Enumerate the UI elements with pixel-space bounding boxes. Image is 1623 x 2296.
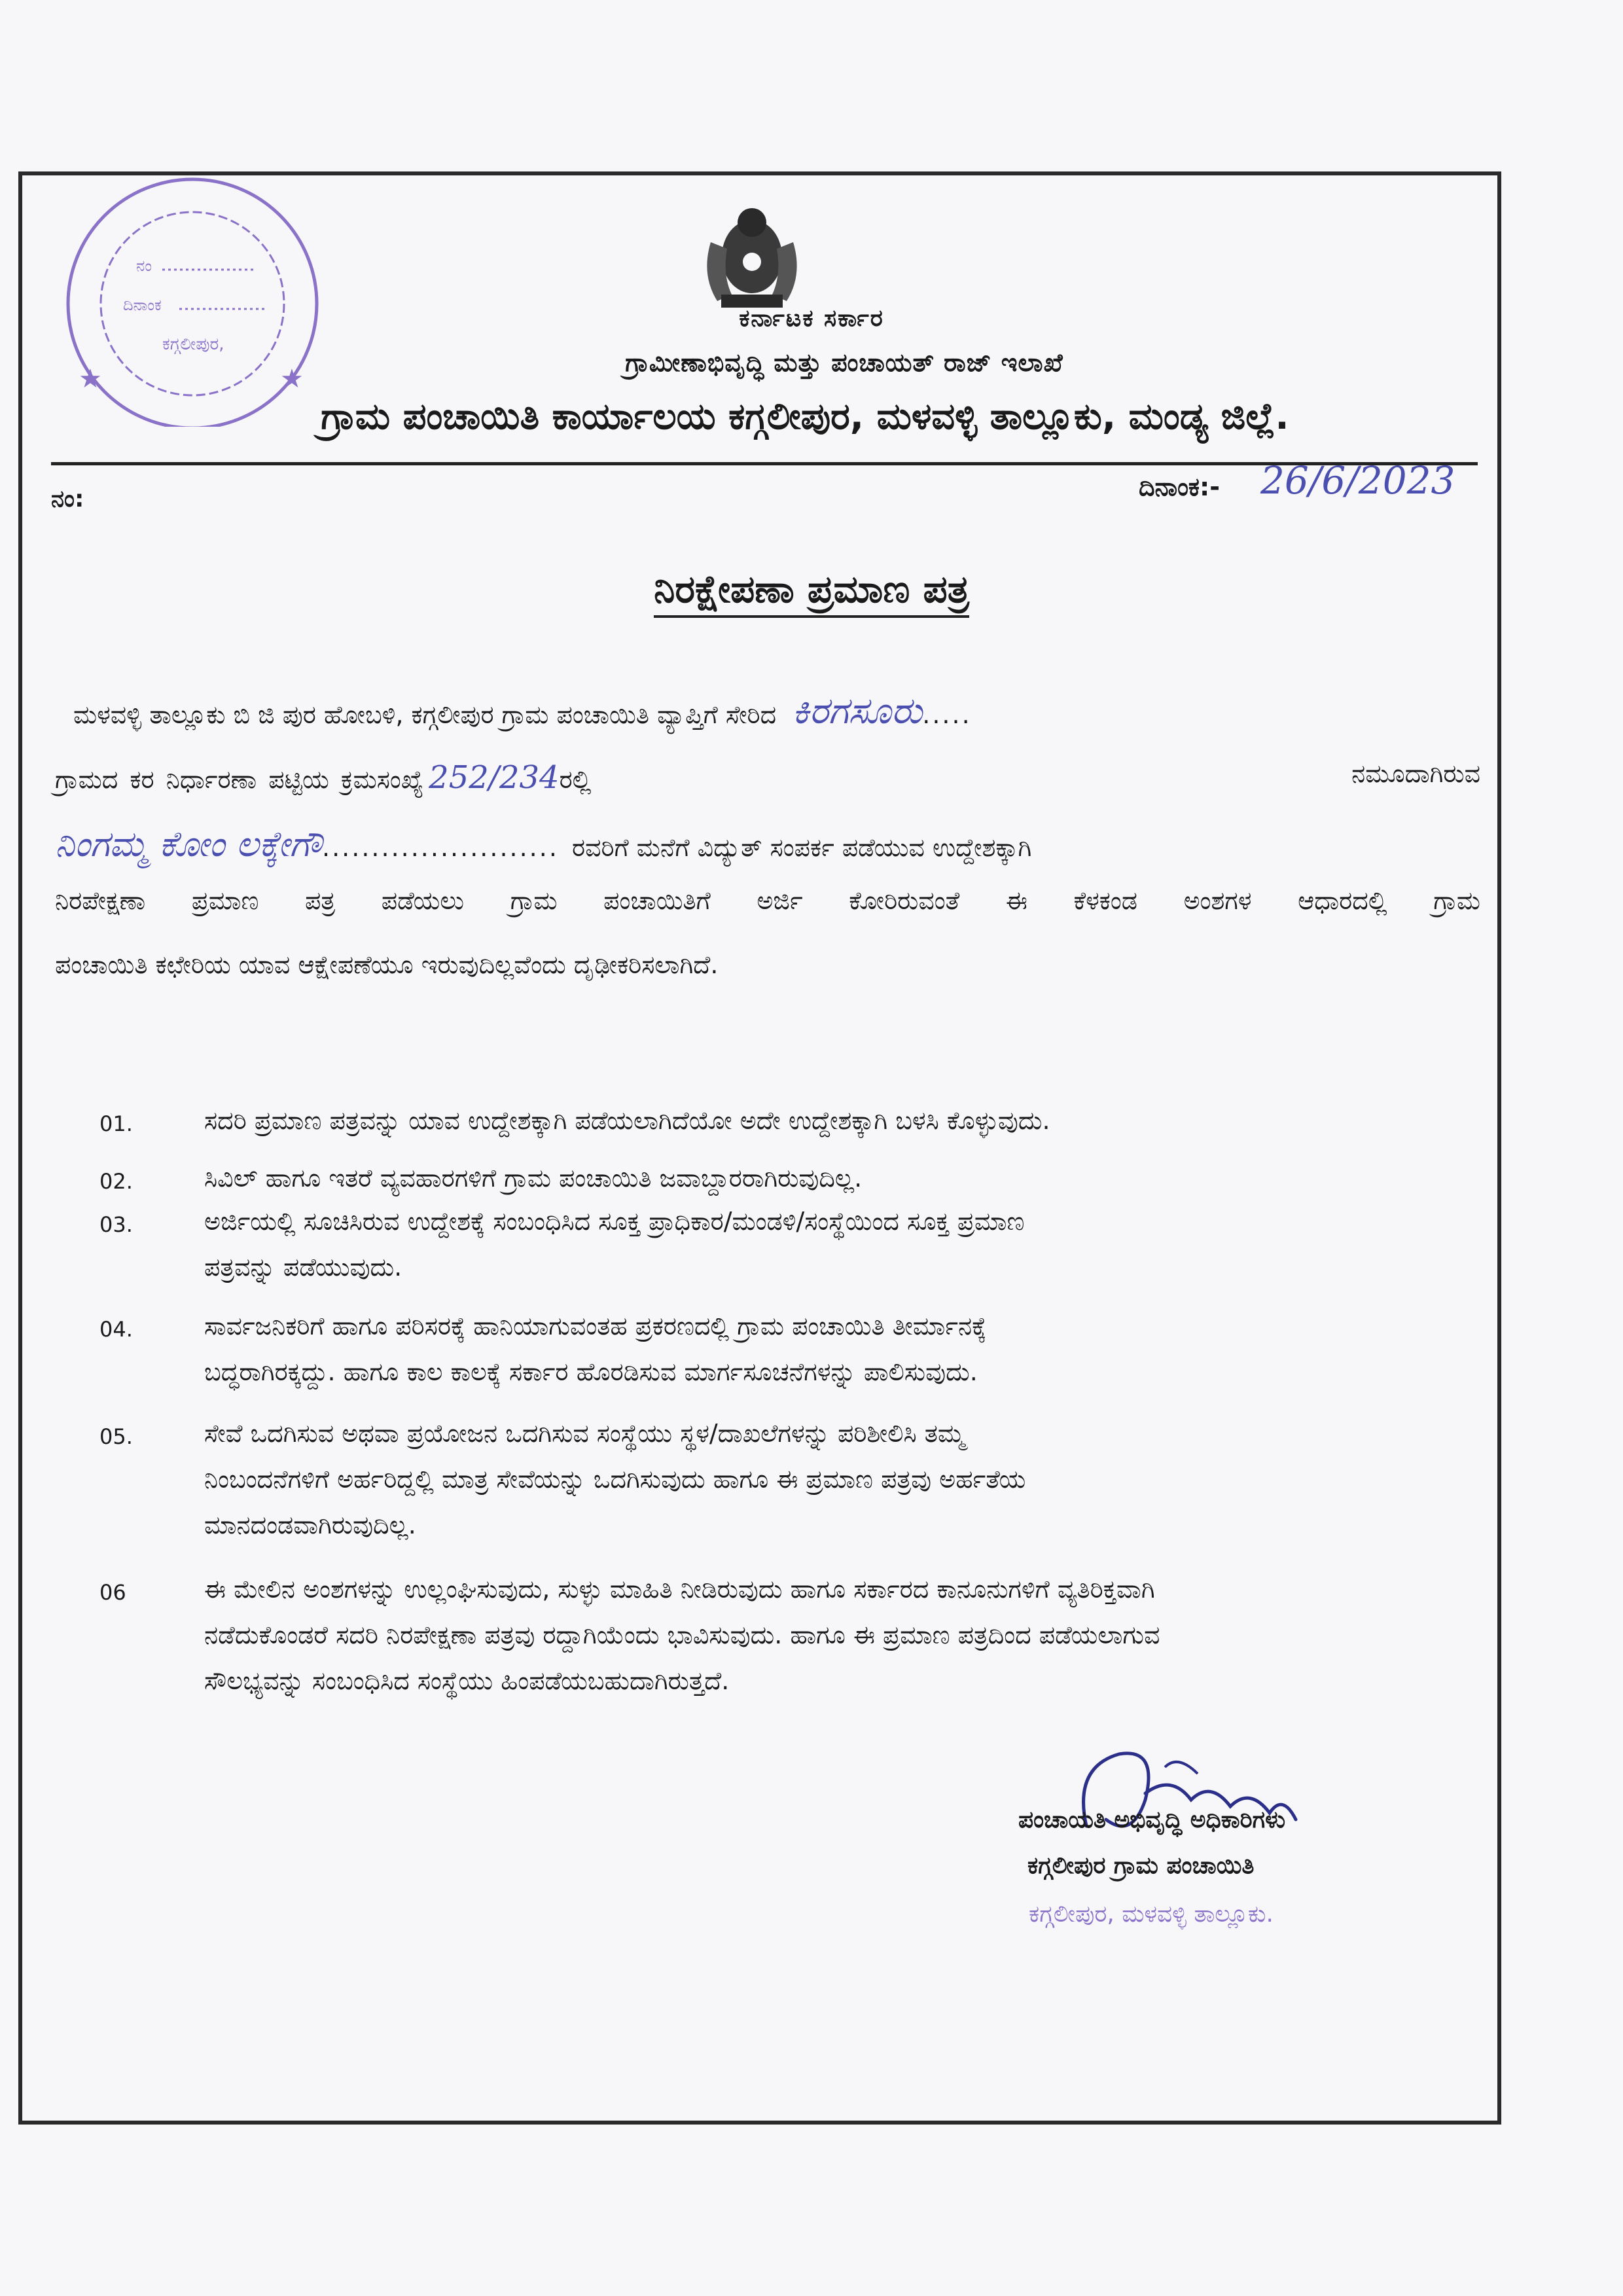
condition-number: 05.: [99, 1424, 133, 1449]
fill-dots: .....: [922, 700, 972, 729]
body-line-3: [55, 823, 1480, 865]
signatory-designation: ಪಂಚಾಯತಿ ಅಭಿವೃದ್ಧಿ ಅಧಿಕಾರಿಗಳು: [1018, 1806, 1286, 1833]
body-line-5: ಪಂಚಾಯಿತಿ ಕಛೇರಿಯ ಯಾವ ಆಕ್ಷೇಪಣೆಯೂ ಇರುವುದಿಲ್ಲವೆಂದು ದೃಢೀಕರಿಸಲಾಗಿದೆ.: [55, 950, 719, 979]
body-line-4: ನಿರಪೇಕ್ಷಣಾ ಪ್ರಮಾಣ ಪತ್ರ ಪಡೆಯಲು ಗ್ರಾಮ ಪಂಚಾಯಿತಿಗೆ ಅರ್ಜಿ ಕೋರಿರುವಂತೆ ಈ ಕೆಳಕಂಡ ಅಂಶಗಳ ಆಧಾರದಲ್ಲಿ ಗ್ರಾಮ: [55, 886, 1480, 915]
certificate-title-text: ನಿರಕ್ಷೇಪಣಾ ಪ್ರಮಾಣ ಪತ್ರ: [654, 567, 969, 618]
condition-text-line: ನಡೆದುಕೊಂಡರೆ ಸದರಿ ನಿರಪೇಕ್ಷಣಾ ಪತ್ರವು ರದ್ದಾಗಿಯೆಂದು ಭಾವಿಸುವುದು. ಹಾಗೂ ಈ ಪ್ರಮಾಣ ಪತ್ರದಿಂದ ಪಡೆಯಲಾಗುವ: [204, 1621, 1160, 1649]
office-seal-stamp: [31, 165, 372, 427]
condition-text-line: ಬದ್ಧರಾಗಿರಕ್ಕದ್ದು. ಹಾಗೂ ಕಾಲ ಕಾಲಕ್ಕೆ ಸರ್ಕಾರ ಹೊರಡಿಸುವ ಮಾರ್ಗಸೂಚನೆಗಳನ್ನು ಪಾಲಿಸುವುದು.: [204, 1357, 978, 1386]
signatory-location-stamp: ಕಗ್ಗಲೀಪುರ, ಮಳವಳ್ಳಿ ತಾಲ್ಲೂಕು.: [1029, 1901, 1274, 1928]
serial-number-handwritten: 252/234: [429, 759, 560, 796]
stamp-date-label: ದಿನಾಂಕ: [123, 296, 162, 314]
condition-text-line: ಸೇವೆ ಒದಗಿಸುವ ಅಥವಾ ಪ್ರಯೋಜನ ಒದಗಿಸುವ ಸಂಸ್ಥೆಯು ಸ್ಥಳ/ದಾಖಲೆಗಳನ್ನು ಪರಿಶೀಲಿಸಿ ತಮ್ಮ: [204, 1419, 965, 1448]
condition-text-line: ಸೌಲಭ್ಯವನ್ನು ಸಂಬಂಧಿಸಿದ ಸಂಸ್ಥೆಯು ಹಿಂಪಡೆಯಬಹುದಾಗಿರುತ್ತದೆ.: [204, 1666, 730, 1695]
stamp-place: ಕಗ್ಗಲೀಪುರ,: [162, 334, 224, 354]
village-name-handwritten: ಕಿರಗಸೂರು: [792, 690, 923, 732]
applicant-name-handwritten: ನಿಂಗಮ್ಮ ಕೋಂ ಲಕ್ಕೇಗೌ: [55, 823, 323, 865]
date-label: ದಿನಾಂಕ:-: [1139, 473, 1220, 501]
karnataka-emblem-icon: [698, 196, 806, 312]
certificate-title: [0, 567, 1623, 612]
body-line-2-suffix: ರಲ್ಲಿ: [559, 765, 592, 794]
body-line-1: [73, 690, 1480, 733]
svg-text:★: ★: [280, 364, 304, 394]
condition-text-line: ಸಾರ್ವಜನಿಕರಿಗೆ ಹಾಗೂ ಪರಿಸರಕ್ಕೆ ಹಾನಿಯಾಗುವಂತಹ ಪ್ರಕರಣದಲ್ಲಿ ಗ್ರಾಮ ಪಂಚಾಯಿತಿ ತೀರ್ಮಾನಕ್ಕೆ: [204, 1312, 987, 1340]
svg-text:★: ★: [79, 364, 102, 394]
condition-number: 01.: [99, 1111, 133, 1136]
condition-number: 04.: [99, 1317, 133, 1342]
date-value: 26/6/2023: [1260, 458, 1455, 503]
condition-text-line: ಅರ್ಜಿಯಲ್ಲಿ ಸೂಚಿಸಿರುವ ಉದ್ದೇಶಕ್ಕೆ ಸಂಬಂಧಿಸಿದ ಸೂಕ್ತ ಪ್ರಾಧಿಕಾರ/ಮಂಡಳಿ/ಸಂಸ್ಥೆಯಿಂದ ಸೂಕ್ತ ಪ್ರಮಾಣ: [204, 1207, 1025, 1236]
body-line-2-text: ಗ್ರಾಮದ ಕರ ನಿರ್ಧಾರಣಾ ಪಟ್ಟಿಯ ಕ್ರಮಸಂಖ್ಯೆ: [55, 765, 424, 794]
body-line-1-text: ಮಳವಳ್ಳಿ ತಾಲ್ಲೂಕು ಬಿ ಜಿ ಪುರ ಹೋಬಳಿ, ಕಗ್ಗಲೀಪುರ ಗ್ರಾಮ ಪಂಚಾಯಿತಿ ವ್ಯಾಪ್ತಿಗೆ ಸೇರಿದ: [73, 700, 777, 729]
condition-number: 03.: [99, 1212, 133, 1237]
condition-text-line: ನಿಂಬಂದನೆಗಳಿಗೆ ಅರ್ಹರಿದ್ದಲ್ಲಿ ಮಾತ್ರ ಸೇವೆಯನ್ನು ಒದಗಿಸುವುದು ಹಾಗೂ ಈ ಪ್ರಮಾಣ ಪತ್ರವು ಅರ್ಹತೆಯ: [204, 1465, 1026, 1494]
office-address: ಗ್ರಾಮ ಪಂಚಾಯಿತಿ ಕಾರ್ಯಾಲಯ ಕಗ್ಗಲೀಪುರ, ಮಳವಳ್ಳಿ ತಾಲ್ಲೂಕು, ಮಂಡ್ಯ ಜಿಲ್ಲೆ.: [321, 395, 1289, 438]
handwritten-signature: [1047, 1728, 1322, 1859]
body-line-3-text: ರವರಿಗೆ ಮನೆಗೆ ವಿದ್ಯುತ್ ಸಂಪರ್ಕ ಪಡೆಯುವ ಉದ್ದೇಶಕ್ಕಾಗಿ: [572, 833, 1032, 862]
condition-text-line: ಸದರಿ ಪ್ರಮಾಣ ಪತ್ರವನ್ನು ಯಾವ ಉದ್ದೇಶಕ್ಕಾಗಿ ಪಡೆಯಲಾಗಿದೆಯೋ ಅದೇ ಉದ್ದೇಶಕ್ಕಾಗಿ ಬಳಸಿ ಕೊಳ್ಳುವುದು.: [204, 1106, 1050, 1135]
fill-dots: ........................: [322, 833, 559, 862]
condition-text-line: ಈ ಮೇಲಿನ ಅಂಶಗಳನ್ನು ಉಲ್ಲಂಘಿಸುವುದು, ಸುಳ್ಳು ಮಾಹಿತಿ ನೀಡಿರುವುದು ಹಾಗೂ ಸರ್ಕಾರದ ಕಾನೂನುಗಳಿಗೆ ವ್ಯತಿರಿಕ್ತವಾಗಿ: [204, 1575, 1155, 1604]
reference-number-label: ನಂ:: [51, 486, 84, 512]
stamp-no-label: ನಂ: [136, 257, 152, 275]
department-name: ಗ್ರಾಮೀಣಾಭಿವೃದ್ಧಿ ಮತ್ತು ಪಂಚಾಯತ್ ರಾಜ್ ಇಲಾಖೆ: [625, 348, 1063, 377]
condition-text-line: ಸಿವಿಲ್ ಹಾಗೂ ಇತರೆ ವ್ಯವಹಾರಗಳಿಗೆ ಗ್ರಾಮ ಪಂಚಾಯಿತಿ ಜವಾಬ್ದಾರರಾಗಿರುವುದಿಲ್ಲ.: [204, 1164, 863, 1193]
condition-text-line: ಮಾನದಂಡವಾಗಿರುವುದಿಲ್ಲ.: [204, 1511, 416, 1539]
condition-text-line: ಪತ್ರವನ್ನು ಪಡೆಯುವುದು.: [204, 1253, 402, 1282]
signatory-panchayat: ಕಗ್ಗಲೀಪುರ ಗ್ರಾಮ ಪಂಚಾಯಿತಿ: [1027, 1852, 1255, 1879]
condition-number: 06: [99, 1580, 126, 1605]
body-line-2: [55, 759, 1480, 796]
body-line-2-end: ನಮೂದಾಗಿರುವ: [1351, 759, 1480, 788]
condition-number: 02.: [99, 1169, 133, 1194]
government-name: ಕರ್ನಾಟಕ ಸರ್ಕಾರ: [739, 305, 884, 332]
